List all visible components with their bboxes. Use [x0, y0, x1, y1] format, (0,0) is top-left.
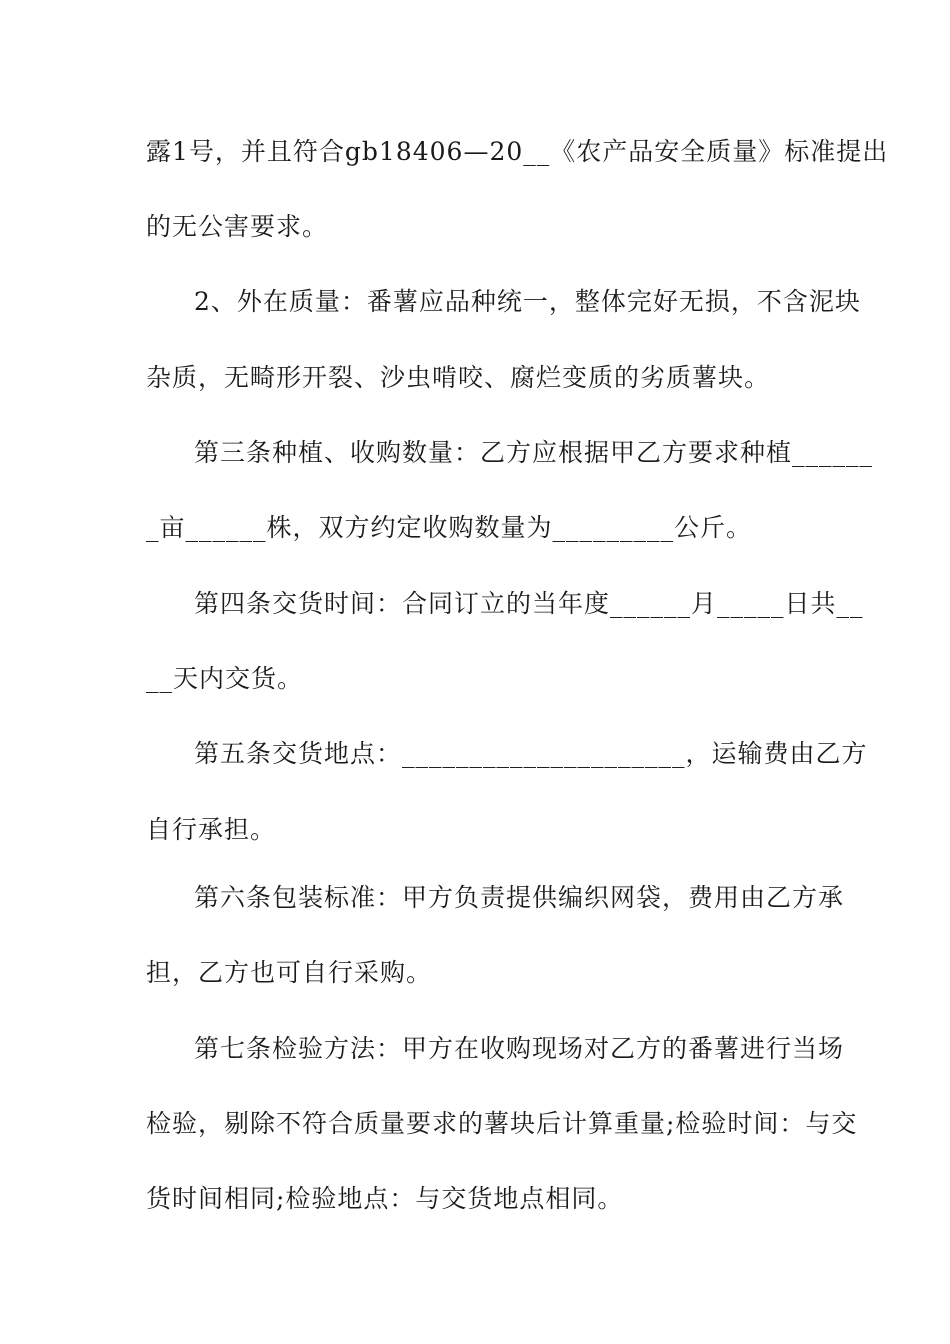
text-line-13: 第七条检验方法：甲方在收购现场对乙方的番薯进行当场: [194, 1034, 845, 1063]
text-line-6: _亩______株，双方约定收购数量为_________公斤。: [146, 513, 753, 542]
text-line-7: 第四条交货时间：合同订立的当年度______月_____日共__: [194, 589, 864, 618]
text-line-5: 第三条种植、收购数量：乙方应根据甲乙方要求种植______: [194, 438, 874, 467]
text-line-2: 的无公害要求。: [146, 212, 329, 241]
text-line-3: 2、外在质量：番薯应品种统一，整体完好无损，不含泥块: [194, 287, 861, 316]
text-line-11: 第六条包装标准：甲方负责提供编织网袋，费用由乙方承: [194, 883, 845, 912]
text-line-8: __天内交货。: [146, 664, 304, 693]
text-line-1: 露1号，并且符合gb18406—20__《农产品安全质量》标准提出: [146, 137, 889, 166]
text-line-4: 杂质，无畸形开裂、沙虫啃咬、腐烂变质的劣质薯块。: [146, 363, 771, 392]
text-line-15: 货时间相同;检验地点：与交货地点相同。: [146, 1184, 624, 1213]
text-line-9: 第五条交货地点：_____________________，运输费由乙方: [194, 739, 868, 768]
text-line-10: 自行承担。: [146, 815, 277, 844]
text-line-14: 检验，剔除不符合质量要求的薯块后计算重量;检验时间：与交: [146, 1109, 858, 1138]
text-line-12: 担，乙方也可自行采购。: [146, 958, 433, 987]
